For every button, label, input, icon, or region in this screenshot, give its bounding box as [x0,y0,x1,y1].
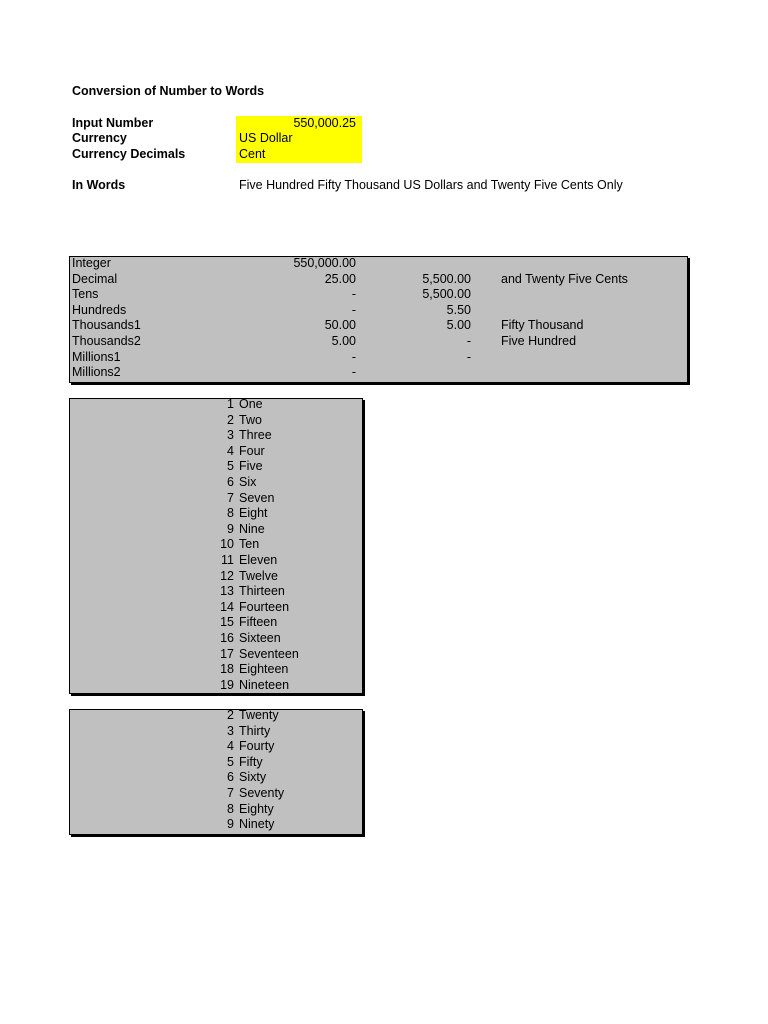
tens-word[interactable]: Seventy [239,786,285,800]
calc-words: Fifty Thousand [501,318,584,333]
calc-value-1[interactable]: 550,000.00 [293,256,356,270]
ones-word[interactable]: One [239,397,263,411]
tens-row [70,802,362,818]
tens-row [70,770,362,786]
ones-row [70,600,362,616]
tens-number[interactable]: 9 [227,817,234,832]
calc-label: Tens [72,287,99,302]
calc-row [70,350,687,366]
tens-number[interactable]: 3 [227,723,234,738]
ones-lookup-table [69,398,363,694]
in-words-value: Five Hundred Fifty Thousand US Dollars and Twenty Five Cents Only [239,178,623,192]
tens-word[interactable]: Eighty [239,801,274,816]
tens-number[interactable]: 7 [227,786,234,800]
calc-value-2[interactable]: 5.00 [446,318,471,333]
currency-cell[interactable]: US Dollar [239,131,293,145]
ones-row [70,459,362,475]
ones-number[interactable]: 4 [227,443,234,458]
tens-row [70,755,362,771]
calc-value-1[interactable]: 50.00 [324,318,356,333]
tens-number[interactable]: 4 [227,739,234,754]
tens-number[interactable]: 6 [227,770,234,785]
ones-number[interactable]: 7 [227,490,234,505]
tens-row [70,786,362,802]
ones-row [70,537,362,553]
calculation-table [69,256,688,383]
ones-row [70,522,362,538]
ones-row [70,662,362,678]
calc-label: Integer [72,256,111,270]
ones-word[interactable]: Four [239,443,265,458]
ones-word[interactable]: Two [239,412,262,427]
ones-number[interactable]: 9 [227,521,234,536]
ones-word[interactable]: Seven [239,490,275,505]
ones-row [70,491,362,507]
tens-row [70,739,362,755]
calc-label: Thousands2 [72,334,141,348]
ones-word[interactable]: Twelve [239,568,278,583]
ones-word[interactable]: Ten [239,537,260,552]
ones-row [70,584,362,600]
ones-row [70,506,362,522]
tens-word[interactable]: Twenty [239,708,279,722]
ones-number[interactable]: 13 [220,584,234,599]
calc-row [70,287,687,303]
calc-value-2[interactable]: - [466,349,471,364]
currency-decimals-cell[interactable]: Cent [239,147,266,161]
ones-number[interactable]: 18 [220,662,234,677]
ones-number[interactable]: 1 [227,397,234,411]
calc-value-1[interactable]: - [351,302,356,317]
ones-row [70,553,362,569]
ones-word[interactable]: Nine [239,521,265,536]
tens-lookup-table [69,709,363,835]
ones-number[interactable]: 2 [227,412,234,427]
calc-value-1[interactable]: - [351,365,356,380]
calc-row [70,303,687,319]
calc-value-1[interactable]: 25.00 [324,271,356,286]
currency-label: Currency [72,131,127,145]
tens-row [70,708,362,724]
ones-number[interactable]: 11 [221,553,234,567]
tens-number[interactable]: 2 [227,708,234,722]
ones-number[interactable]: 3 [227,428,234,443]
ones-word[interactable]: Eight [239,506,268,521]
calc-row [70,318,687,334]
ones-word[interactable]: Eighteen [239,662,289,677]
calc-label: Thousands1 [72,318,141,333]
calc-row [70,272,687,288]
ones-row [70,631,362,647]
ones-word[interactable]: Six [239,475,257,489]
ones-number[interactable]: 10 [220,537,234,552]
calc-value-2[interactable]: 5.50 [446,302,471,317]
calc-value-2[interactable]: 5,500.00 [422,271,471,286]
ones-word[interactable]: Thirteen [239,584,285,599]
tens-word[interactable]: Fifty [239,754,263,769]
calc-label: Decimal [72,271,118,286]
calc-label: Hundreds [72,302,127,317]
ones-row [70,615,362,631]
tens-row [70,817,362,833]
ones-row [70,413,362,429]
ones-number[interactable]: 16 [220,631,234,645]
calc-value-2[interactable]: 5,500.00 [422,287,471,302]
calc-row [70,365,687,381]
ones-word[interactable]: Three [239,428,272,443]
ones-number[interactable]: 5 [227,459,234,474]
ones-row [70,444,362,460]
ones-row [70,475,362,491]
calc-value-1[interactable]: - [351,349,356,364]
ones-row [70,569,362,585]
ones-number[interactable]: 14 [220,599,234,614]
ones-word[interactable]: Five [239,459,263,474]
ones-number[interactable]: 15 [220,615,234,630]
ones-row [70,428,362,444]
ones-number[interactable]: 17 [220,646,234,661]
ones-word[interactable]: Sixteen [239,631,281,645]
calc-row [70,334,687,350]
tens-number[interactable]: 8 [227,801,234,816]
ones-number[interactable]: 19 [220,677,234,692]
ones-word[interactable]: Fourteen [239,599,290,614]
ones-word[interactable]: Eleven [239,553,278,567]
ones-word[interactable]: Seventeen [239,646,299,661]
tens-word[interactable]: Ninety [239,817,275,832]
ones-word[interactable]: Fifteen [239,615,278,630]
calc-value-2[interactable]: - [466,334,471,348]
tens-word[interactable]: Fourty [239,739,275,754]
calc-words: Five Hundred [501,334,577,348]
tens-number[interactable]: 5 [227,754,234,769]
ones-row [70,678,362,694]
tens-word[interactable]: Sixty [239,770,267,785]
calc-words: and Twenty Five Cents [501,271,628,286]
tens-word[interactable]: Thirty [239,723,271,738]
tens-row [70,724,362,740]
calc-label: Millions2 [72,365,121,380]
calc-value-1[interactable]: 5.00 [331,334,356,348]
input-number-cell[interactable]: 550,000.25 [293,116,356,130]
ones-number[interactable]: 8 [227,506,234,521]
ones-word[interactable]: Nineteen [239,677,290,692]
in-words-label: In Words [72,178,126,192]
ones-row [70,397,362,413]
input-number-label: Input Number [72,116,154,130]
calc-row [70,256,687,272]
ones-row [70,647,362,663]
calc-label: Millions1 [72,349,121,364]
currency-decimals-label: Currency Decimals [72,147,186,161]
page-title: Conversion of Number to Words [72,84,265,98]
calc-value-1[interactable]: - [351,287,356,302]
ones-number[interactable]: 6 [227,475,234,489]
ones-number[interactable]: 12 [220,568,234,583]
